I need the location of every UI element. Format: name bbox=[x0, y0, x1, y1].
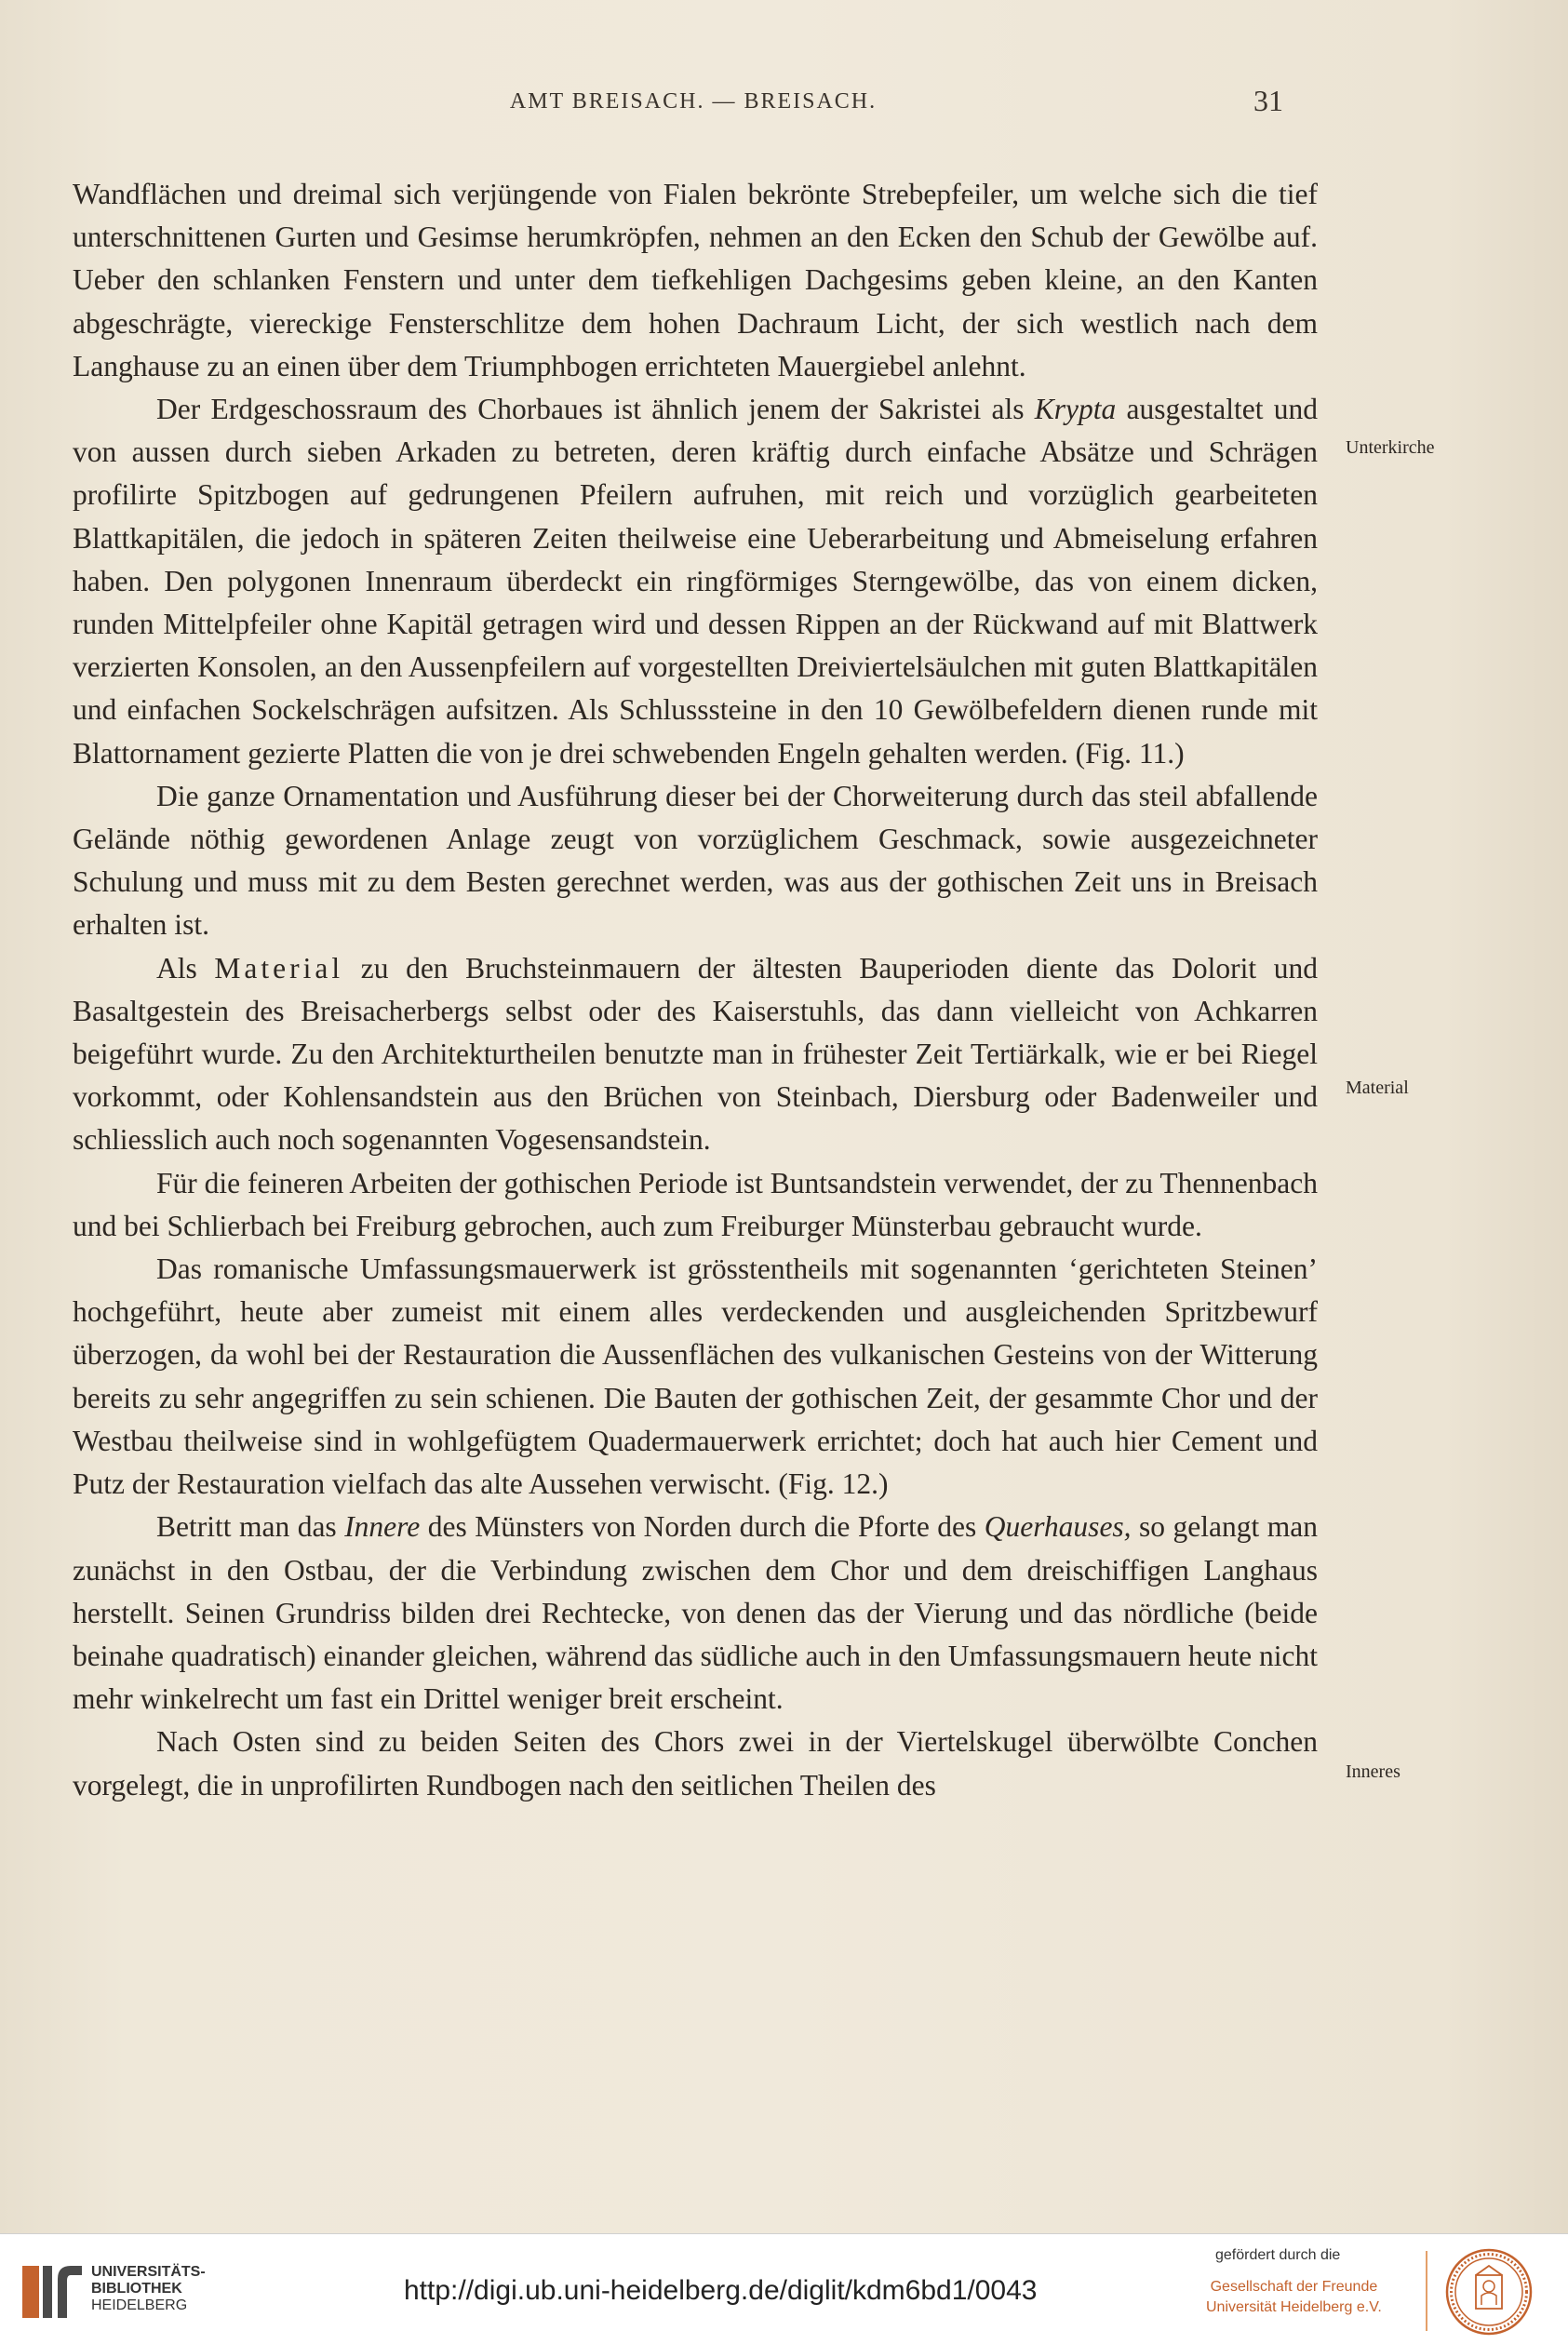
library-name-line-3: HEIDELBERG bbox=[91, 2297, 188, 2313]
paragraph-7-middle: des Münsters von Norden durch die Pforte des bbox=[420, 1510, 985, 1544]
library-name-line-2: BIBLIOTHEK bbox=[91, 2281, 182, 2297]
library-name bbox=[91, 2264, 206, 2314]
margin-note-unterkirche: Unterkirche bbox=[1346, 437, 1435, 458]
footer-divider bbox=[1426, 2251, 1427, 2331]
sponsor-name-line-2: Universität Heidelberg e.V. bbox=[1206, 2299, 1382, 2315]
university-seal-icon bbox=[1444, 2247, 1534, 2337]
term-innere: Innere bbox=[344, 1510, 421, 1544]
margin-note-inneres: Inneres bbox=[1346, 1761, 1400, 1782]
paragraph-7 bbox=[73, 1506, 1318, 1721]
term-material: Material bbox=[214, 951, 344, 984]
paragraph-1: Wandflächen und dreimal sich verjüngende von Fialen bekrönte Strebepfeiler, um welche sich die tief unterschnittenen Gurten und Gesimse herumkröpfen, nehmen an den Ecken den Schub der Gewölbe auf. Ueber den schlanken Fenstern und unter dem tiefkehligen Dachgesims geben kleine, an den Kanten abgeschrägte, viereckige Fensterschlitze dem hohen Dachraum Licht, der sich westlich nach dem Langhause zu an einen über dem Triumphbogen errichteten Mauergiebel anlehnt. bbox=[73, 178, 1318, 382]
paragraph-7-rest: so gelangt man zunächst in den Ostbau, der die Verbindung zwischen dem Chor und dem dreischiffigen Langhaus herstellt. Seinen Grundriss bilden drei Rechtecke, von denen das der Vierung und das nördliche (beide beinahe quadratisch) einander gleichen, während das südliche auch in den Umfassungsmauern heute nicht mehr winkelrecht um fast ein Drittel weniger breit erscheint. bbox=[73, 1510, 1318, 1716]
paragraph-4-start: Als bbox=[156, 951, 215, 984]
sponsor-name[interactable] bbox=[1206, 2277, 1382, 2318]
margin-note-material: Material bbox=[1346, 1078, 1409, 1098]
library-logo-icon[interactable] bbox=[20, 2262, 84, 2322]
sponsor-label: gefördert durch die bbox=[1215, 2247, 1341, 2263]
paragraph-4 bbox=[73, 947, 1318, 1162]
paragraph-5: Für die feineren Arbeiten der gothischen Periode ist Buntsandstein verwendet, der zu Thennenbach und bei Schlierbach bei Freiburg gebrochen, auch zum Freiburger Münsterbau gebraucht wurde. bbox=[73, 1166, 1318, 1242]
permalink-url[interactable]: http://digi.ub.uni-heidelberg.de/diglit/kdm6bd1/0043 bbox=[404, 2275, 1038, 2306]
paragraph-3: Die ganze Ornamentation und Ausführung dieser bei der Chorweiterung durch das steil abfallende Gelände nöthig gewordenen Anlage zeugt von vorzüglichem Geschmack, sowie ausgezeichneter Schulung und muss mit zu dem Besten gerechnet werden, was aus der gothischen Zeit uns in Breisach erhalten ist. bbox=[73, 779, 1318, 942]
paragraph-4-rest: zu den Bruchsteinmauern der ältesten Bauperioden diente das Dolorit und Basaltgestein des Breisacherbergs selbst oder des Kaiserstuhls, das dann vielleicht von Achkarren beigeführt wurde. Zu den Architekturtheilen benutzte man in frühester Zeit Tertiärkalk, wie er bei Riegel vorkommt, oder Kohlensandstein aus den Brüchen von Steinbach, Diersburg oder Badenweiler und schliesslich auch noch sogenannten Vogesensandstein. bbox=[73, 951, 1318, 1157]
paragraph-2-rest: ausgestaltet und von aussen durch sieben Arkaden zu betreten, deren kräftig durch einfache Absätze und Schrägen profilirte Spitzbogen auf gedrungenen Pfeilern aufruhen, mit reich und vorzüglich gearbeiteten Blattkapitälen, die jedoch in späteren Zeiten theilweise eine Ueberarbeitung und Abmeiselung erfahren haben. Den polygonen Innenraum überdeckt ein ringförmiges Sterngewölbe, das von einem dicken, runden Mittelpfeiler ohne Kapitäl getragen wird und dessen Rippen an der Rückwand auf mit Blattwerk verzierten Konsolen, an den Aussenpfeilern auf vorgestellten Dreiviertelsäulchen mit guten Blattkapitälen und einfachen Sockelschrägen aufsitzen. Als Schlusssteine in den 10 Gewölbefeldern dienen runde mit Blattornament gezierte Platten die von je drei schwebenden Engeln gehalten werden. (Fig. 11.) bbox=[73, 393, 1318, 770]
paragraph-2-start: Der Erdgeschossraum des Chorbaues ist ähnlich jenem der Sakristei als bbox=[156, 393, 1035, 426]
running-title: AMT BREISACH. — BREISACH. bbox=[509, 89, 878, 114]
paragraph-2 bbox=[73, 388, 1318, 775]
paragraph-7-start: Betritt man das bbox=[156, 1510, 345, 1544]
term-querhauses: Querhauses, bbox=[984, 1510, 1132, 1544]
sponsor-name-line-1: Gesellschaft der Freunde bbox=[1210, 2279, 1378, 2295]
paragraph-6: Das romanische Umfassungsmauerwerk ist grösstentheils mit sogenannten ‘gerichteten Steinen’ hochgeführt, heute aber zumeist mit einem alles verdeckenden und ausgleichenden Spritzbewurf überzogen, da wohl bei der Restauration die Aussenflächen des vulkanischen Gesteins von der Witterung bereits zu sehr angegriffen zu sein schienen. Die Bauten der gothischen Zeit, der gesammte Chor und der Westbau theilweise sind in wohlgefügtem Quadermauerwerk errichtet; doch hat auch hier Cement und Putz der Restauration vielfach das alte Aussehen verwischt. (Fig. 12.) bbox=[73, 1252, 1318, 1501]
term-krypta: Krypta bbox=[1034, 393, 1117, 426]
library-name-line-1: UNIVERSITÄTS- bbox=[91, 2264, 206, 2280]
footer-bar bbox=[0, 2233, 1568, 2344]
page-number: 31 bbox=[1253, 84, 1283, 117]
paragraph-8: Nach Osten sind zu beiden Seiten des Chors zwei in der Viertelskugel überwölbte Conchen vorgelegt, die in unprofilirten Rundbogen nach den seitlichen Theilen des bbox=[73, 1725, 1318, 1802]
body-text bbox=[73, 173, 1318, 1807]
